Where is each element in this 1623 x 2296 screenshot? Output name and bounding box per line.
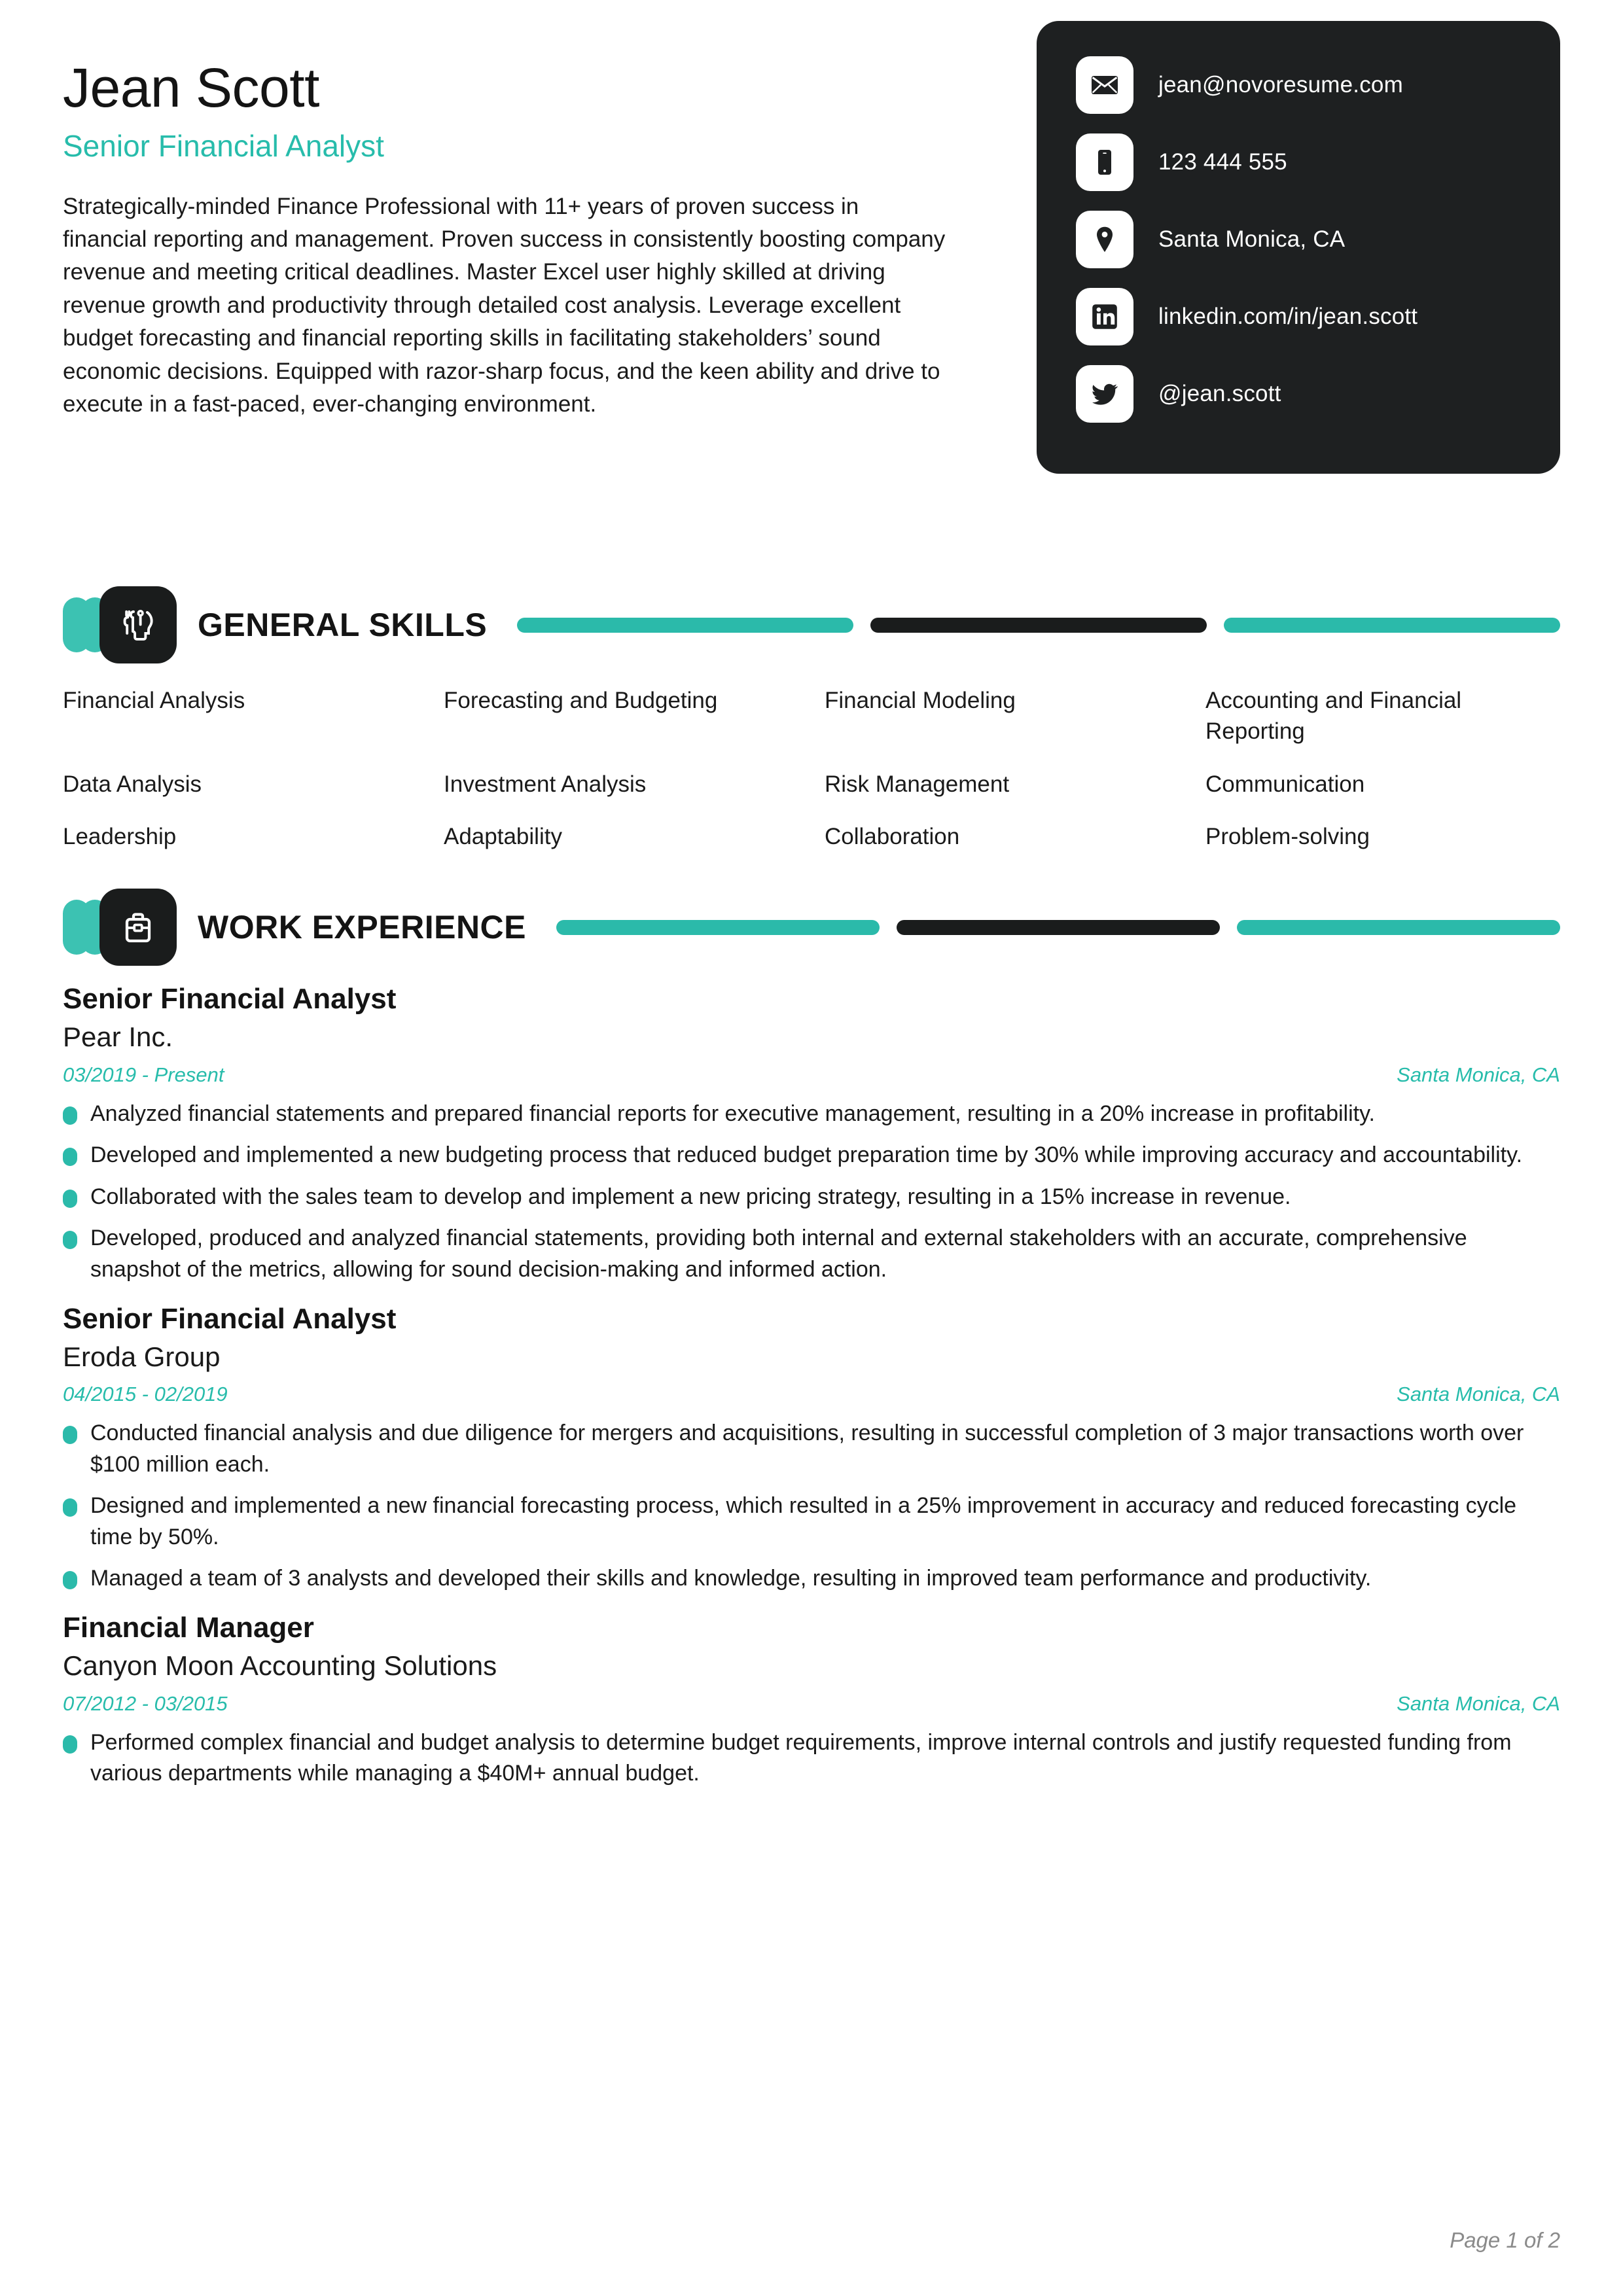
contact-row-twitter[interactable] — [1037, 364, 1560, 424]
contact-card — [1037, 21, 1560, 474]
bullet-item — [63, 1491, 1560, 1553]
candidate-name: Jean Scott — [63, 57, 319, 118]
bullet-dot-icon — [63, 1498, 77, 1517]
contact-phone-text: 123 444 555 — [1158, 149, 1287, 175]
contact-linkedin-text: linkedin.com/in/jean.scott — [1158, 304, 1418, 329]
contact-twitter-text: @jean.scott — [1158, 381, 1281, 406]
experience-entry — [63, 983, 1560, 1286]
job-bullets — [63, 1099, 1560, 1286]
bullet-dot-icon — [63, 1148, 77, 1166]
job-bullets — [63, 1727, 1560, 1790]
skills-section-title: GENERAL SKILLS — [198, 607, 488, 643]
skill-item: Problem-solving — [1205, 824, 1370, 849]
contact-location-text: Santa Monica, CA — [1158, 226, 1346, 252]
divider-bar-teal-left — [517, 618, 853, 633]
bullet-text: Conducted financial analysis and due diligence for mergers and acquisitions, resulting in successful completion of 3 major transactions worth over $100 million each. — [90, 1421, 1524, 1477]
bullet-text: Analyzed financial statements and prepared financial reports for executive management, resulting in a 20% increase in profitability. — [90, 1101, 1376, 1126]
candidate-job-title: Senior Financial Analyst — [63, 129, 384, 163]
skill-item: Investment Analysis — [444, 771, 647, 797]
envelope-icon — [1076, 56, 1133, 114]
divider-bar-dark-middle — [870, 618, 1207, 633]
bullet-text: Collaborated with the sales team to develop and implement a new pricing strategy, resulting in a 15% increase in revenue. — [90, 1184, 1291, 1209]
contact-row-location[interactable] — [1037, 209, 1560, 270]
divider-bar-teal-right — [1224, 618, 1560, 633]
job-bullets — [63, 1418, 1560, 1595]
divider-bar-teal-left — [556, 920, 880, 935]
bullet-dot-icon — [63, 1106, 77, 1125]
bullet-dot-icon — [63, 1735, 77, 1754]
job-location: Santa Monica, CA — [1397, 1691, 1560, 1715]
bullet-item — [63, 1727, 1560, 1790]
job-meta — [63, 1692, 1560, 1716]
bullet-item — [63, 1099, 1560, 1130]
linkedin-icon — [1076, 288, 1133, 345]
job-company: Pear Inc. — [63, 1021, 173, 1053]
contact-row-email[interactable] — [1037, 55, 1560, 115]
job-location: Santa Monica, CA — [1397, 1063, 1560, 1086]
skill-item: Financial Analysis — [63, 688, 245, 713]
bullet-text: Performed complex financial and budget analysis to determine budget requirements, improve internal controls and justify requested funding from various departments while managing a $40M+ annual budget. — [90, 1729, 1512, 1786]
job-dates: 03/2019 - Present — [63, 1063, 224, 1086]
header-left — [63, 35, 992, 421]
job-location: Santa Monica, CA — [1397, 1383, 1560, 1406]
job-company: Eroda Group — [63, 1341, 221, 1372]
skill-item: Financial Modeling — [825, 688, 1016, 713]
skills-head-tools-icon — [99, 586, 177, 663]
section-header-experience — [63, 889, 1560, 966]
bullet-item — [63, 1418, 1560, 1480]
bullet-dot-icon — [63, 1571, 77, 1589]
bullet-text: Developed, produced and analyzed financial statements, providing both internal and external stakeholders with an accurate, comprehensive snapshot of the metrics, allowing for sound decision-making and informed action. — [90, 1226, 1467, 1282]
bullet-text: Managed a team of 3 analysts and developed their skills and knowledge, resulting in improved team performance and productivity. — [90, 1566, 1372, 1591]
job-role: Financial Manager — [63, 1612, 314, 1644]
skills-grid — [63, 686, 1560, 874]
bullet-dot-icon — [63, 1426, 77, 1444]
divider-bar-teal-right — [1237, 920, 1560, 935]
bullet-dot-icon — [63, 1190, 77, 1208]
skill-item: Accounting and Financial Reporting — [1205, 688, 1462, 744]
briefcase-icon — [99, 889, 177, 966]
job-dates: 07/2012 - 03/2015 — [63, 1691, 228, 1715]
location-pin-icon — [1076, 211, 1133, 268]
skill-item: Risk Management — [825, 771, 1010, 797]
job-dates: 04/2015 - 02/2019 — [63, 1383, 228, 1406]
bullet-item — [63, 1140, 1560, 1171]
section-header-skills — [63, 586, 1560, 663]
experience-section-title: WORK EXPERIENCE — [198, 909, 527, 945]
job-role: Senior Financial Analyst — [63, 983, 397, 1015]
experience-entry — [63, 1612, 1560, 1790]
skills-divider-bars — [517, 618, 1560, 633]
skill-item: Collaboration — [825, 824, 960, 849]
contact-row-linkedin[interactable] — [1037, 287, 1560, 347]
bullet-item — [63, 1563, 1560, 1595]
header — [63, 0, 1560, 572]
skill-item: Data Analysis — [63, 771, 202, 797]
bullet-item — [63, 1223, 1560, 1285]
job-company: Canyon Moon Accounting Solutions — [63, 1650, 497, 1682]
contact-email-text: jean@novoresume.com — [1158, 72, 1403, 97]
bullet-dot-icon — [63, 1231, 77, 1249]
experience-divider-bars — [556, 920, 1560, 935]
bullet-text: Designed and implemented a new financial forecasting process, which resulted in a 25% improvement in accuracy and reduced forecasting cycle time by 50%. — [90, 1493, 1517, 1549]
job-meta — [63, 1383, 1560, 1406]
contact-row-phone[interactable] — [1037, 132, 1560, 192]
phone-icon — [1076, 133, 1133, 191]
skill-item: Leadership — [63, 824, 177, 849]
skill-item: Communication — [1205, 771, 1365, 797]
twitter-icon — [1076, 365, 1133, 423]
job-role: Senior Financial Analyst — [63, 1302, 397, 1335]
skills-icon-group — [63, 586, 194, 663]
bullet-text: Developed and implemented a new budgeting process that reduced budget preparation time by 30% while improving accuracy and accountability. — [90, 1142, 1523, 1168]
experience-entry — [63, 1303, 1560, 1595]
divider-bar-dark-middle — [897, 920, 1220, 935]
job-meta — [63, 1063, 1560, 1087]
page-number: Page 1 of 2 — [1450, 2228, 1560, 2252]
skill-item: Forecasting and Budgeting — [444, 688, 718, 713]
experience-icon-group — [63, 889, 194, 966]
bullet-item — [63, 1182, 1560, 1213]
skill-item: Adaptability — [444, 824, 562, 849]
professional-summary: Strategically-minded Finance Professional with 11+ years of proven success in financial reporting and management. Proven success in consistently boosting company revenue and meeting critical deadlines. Master Excel user highly skilled at driving revenue growth and productivity through detailed cost analysis. Leverage excellent budget forecasting and financial reporting skills in facilitating stakeholders’ sound economic decisions. Equipped with razor-sharp focus, and the keen ability and drive to execute in a fast-paced, ever-changing environment. — [63, 193, 946, 417]
